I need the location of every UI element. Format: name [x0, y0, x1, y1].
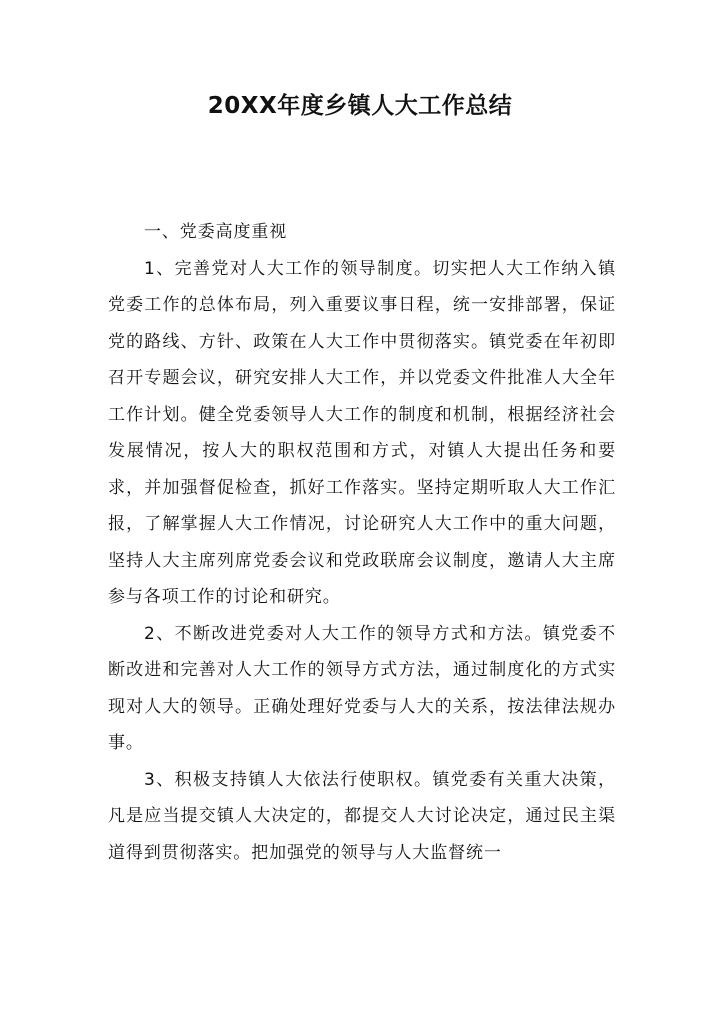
paragraph-2: 2、不断改进党委对人大工作的领导方式和方法。镇党委不断改进和完善对人大工作的领导方式方法，通过制度化的方式实现对人大的领导。正确处理好党委与人大的关系，按法律法规办事。	[108, 623, 616, 753]
paragraph-1: 1、完善党对人大工作的领导制度。切实把人大工作纳入镇党委工作的总体布局，列入重要议事日程，统一安排部署，保证党的路线、方针、政策在人大工作中贯彻落实。镇党委在年初即召开专题会议，研究安排人大工作，并以党委文件批准人大全年工作计划。健全党委领导人大工作的制度和机制，根据经济社会发展情况，按人大的职权范围和方式，对镇人大提出任务和要求，并加强督促检查，抓好工作落实。坚持定期听取人大工作汇报，了解掌握人大工作情况，讨论研究人大工作中的重大问题，坚持人大主席列席党委会议和党政联席会议制度，邀请人大主席参与各项工作的讨论和研究。	[108, 258, 616, 607]
paragraph-3: 3、积极支持镇人大依法行使职权。镇党委有关重大决策，凡是应当提交镇人大决定的，都提交人大讨论决定，通过民主渠道得到贯彻落实。把加强党的领导与人大监督统一	[108, 769, 616, 863]
document-title: 20XX年度乡镇人大工作总结	[207, 93, 513, 119]
section-heading: 一、党委高度重视	[144, 222, 288, 242]
document-body	[108, 214, 616, 871]
